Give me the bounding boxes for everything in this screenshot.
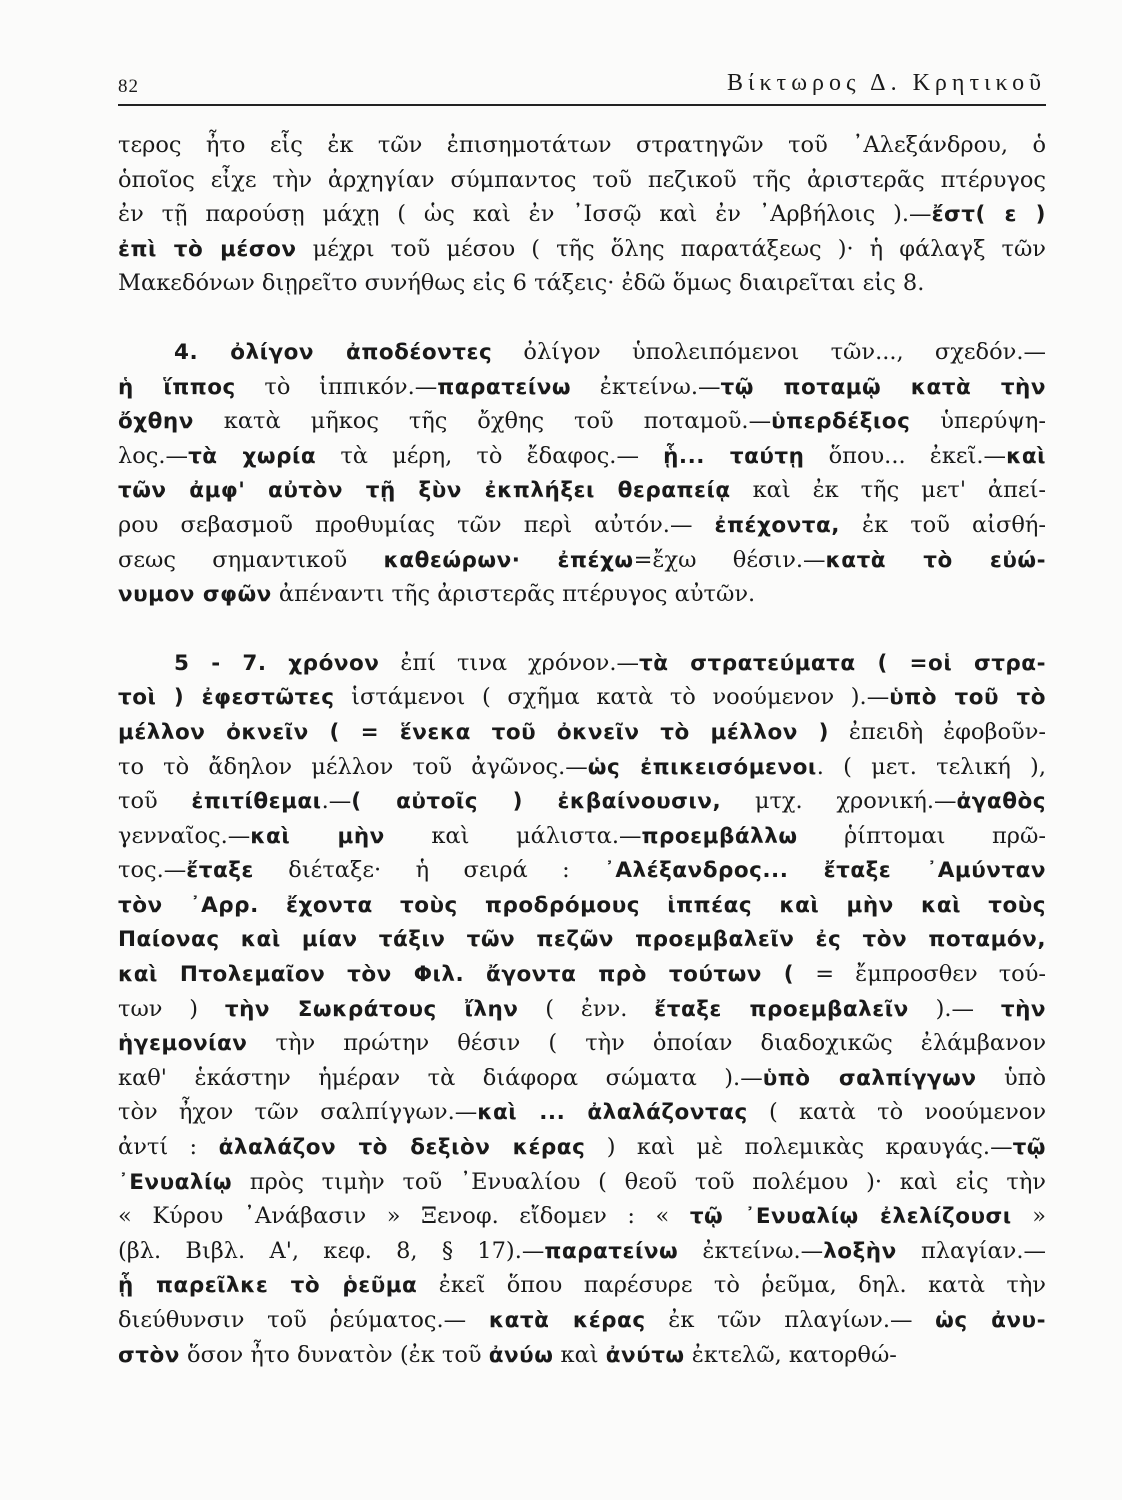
text-run: τὴν πρώτην θέσιν ( τὴν ὁποίαν διαδοχικῶς ἐλάμβανον: [247, 1030, 1046, 1057]
text-run: ἱστάμενοι ( σχῆμα κατὰ τὸ νοούμενον ).—: [334, 684, 890, 711]
text-run: διέταξε· ἡ σειρά :: [253, 857, 605, 884]
text-run: μέχρι τοῦ μέσου ( τῆς ὅλης παρατάξεως )· ἡ φάλαγξ τῶν: [296, 235, 1046, 262]
bold-lemma: ὡς ἀνυ-: [935, 1308, 1046, 1333]
bold-lemma: τῷ ποταμῷ κατὰ τὴν: [720, 374, 1046, 400]
bold-lemma: ἐπὶ τὸ μέσον: [118, 236, 297, 262]
text-line: [118, 128, 1046, 163]
text-line: [118, 853, 1046, 888]
page-header: [118, 70, 1046, 106]
text-line: [118, 1130, 1046, 1165]
text-line: [118, 439, 1046, 474]
bold-lemma: κατὰ τὸ εὐώ-: [825, 547, 1046, 573]
bold-lemma: τὸν ᾿Αρρ. ἔχοντα τοὺς προδρόμους ἱππέας καὶ μὴν καὶ τοὺς: [118, 892, 1046, 918]
bold-lemma: ᾗ παρεῖλκε τὸ ῥεῦμα: [118, 1273, 418, 1299]
bold-lemma: νυμον σφῶν: [118, 582, 272, 608]
text-line: [118, 1268, 1046, 1303]
text-line: [118, 1061, 1046, 1096]
text-run: ) καὶ μὲ πολεμικὰς κραυγάς.—: [585, 1134, 1013, 1161]
bold-lemma: ᾿Αλέξανδρος... ἔταξε ᾿Αμύνταν: [604, 858, 1046, 884]
text-run: = ἔμπροσθεν τού-: [794, 961, 1046, 988]
text-run: ὑπὸ: [976, 1064, 1046, 1091]
bold-lemma: μέλλον ὀκνεῖν ( = ἕνεκα τοῦ ὀκνεῖν τὸ μέλλον ): [118, 719, 829, 745]
text-run: ρου σεβασμοῦ προθυμίας τῶν περὶ αὐτόν.—: [118, 511, 715, 538]
text-run: (βλ. Βιβλ. Α', κεφ. 8, § 17).—: [118, 1237, 545, 1264]
bold-lemma: καὶ: [1006, 443, 1046, 469]
text-line: [118, 819, 1046, 854]
bold-lemma: Παίονας καὶ μίαν τάξιν τῶν πεζῶν προεμβαλεῖν ἐς τὸν ποταμόν,: [118, 927, 1046, 953]
text-line: [118, 680, 1046, 715]
text-run: λος.—: [118, 442, 189, 469]
text-run: καὶ: [553, 1341, 606, 1368]
bold-lemma: 5 - 7. χρόνον: [174, 650, 380, 676]
text-run: ὀλίγον ὑπολειπόμενοι τῶν..., σχεδόν.—: [492, 338, 1046, 365]
text-run: τὸ ἱππικόν.—: [235, 373, 438, 400]
bold-lemma: ἡγεμονίαν: [118, 1031, 248, 1057]
text-line: [118, 163, 1046, 198]
text-run: ἐκτείνω.—: [571, 373, 721, 400]
bold-lemma: ἀλαλάζον τὸ δεξιὸν κέρας: [218, 1135, 586, 1161]
bold-lemma: καὶ μὴν: [250, 823, 385, 849]
text-run: ἐκ τοῦ αἰσθή-: [839, 511, 1046, 538]
bold-lemma: τὰ χωρία: [188, 443, 317, 469]
text-line: [118, 646, 1046, 681]
bold-lemma: τὴν: [1000, 996, 1046, 1022]
text-run: πλαγίαν.—: [896, 1237, 1046, 1264]
text-line: [118, 888, 1046, 923]
text-run: καθ' ἑκάστην ἡμέραν τὰ διάφορα σώματα ).—: [118, 1064, 763, 1091]
text-run: »: [1011, 1203, 1046, 1230]
text-run: ἐκ τῶν πλαγίων.—: [645, 1307, 936, 1333]
commentary-text: [118, 128, 1046, 1372]
text-run: ἐκεῖ ὅπου παρέσυρε τὸ ῥεῦμα, δηλ. κατὰ τὴν: [417, 1272, 1046, 1299]
bold-lemma: ἔταξε: [186, 858, 254, 884]
bold-lemma: ὑπὸ σαλπίγγων: [762, 1065, 977, 1091]
bold-lemma: ὑπὸ τοῦ τὸ: [889, 685, 1046, 711]
bold-lemma: ἀνύω: [488, 1342, 554, 1368]
text-run: γενναῖος.—: [118, 822, 251, 849]
paragraph-gap: [118, 301, 1046, 335]
text-line: [118, 197, 1046, 232]
bold-lemma: τὰ στρατεύματα ( =οἱ στρα-: [639, 650, 1046, 676]
text-run: τὸν ἦχον τῶν σαλπίγγων.—: [118, 1099, 478, 1126]
text-run: ὁποῖος εἶχε τὴν ἀρχηγίαν σύμπαντος τοῦ πεζικοῦ τῆς ἀριστερᾶς πτέρυγος: [118, 166, 1046, 193]
text-line: [118, 404, 1046, 439]
text-run: ἐκτείνω.—: [678, 1237, 824, 1264]
text-run: καὶ ἐκ τῆς μετ' ἀπεί-: [730, 477, 1046, 504]
bold-lemma: ἔστ( ε ): [931, 202, 1046, 228]
text-run: ἀπέναντι τῆς ἀριστερᾶς πτέρυγος αὐτῶν.: [271, 581, 756, 608]
text-line: [118, 1095, 1046, 1130]
bold-lemma: τοὶ ) ἐφεστῶτες: [118, 685, 335, 711]
bold-lemma: ἡ ἵππος: [118, 374, 236, 400]
text-line: [118, 992, 1046, 1027]
text-line: [118, 784, 1046, 819]
text-line: [118, 750, 1046, 785]
text-line: [118, 473, 1046, 508]
text-run: μτχ. χρονική.—: [721, 788, 957, 815]
bold-lemma: ὑπερδέξιος: [771, 409, 911, 435]
text-run: ( κατὰ τὸ νοούμενον: [747, 1099, 1046, 1126]
text-line: [118, 922, 1046, 957]
bold-lemma: στὸν: [118, 1342, 180, 1368]
text-line: [118, 715, 1046, 750]
text-run: ( ἐνν.: [518, 995, 655, 1022]
bold-lemma: τῷ ᾿Ενυαλίῳ ἐλελίζουσι: [689, 1204, 1012, 1230]
text-line: [118, 1234, 1046, 1269]
bold-lemma: τὴν Σωκράτους ἴλην: [224, 996, 519, 1022]
text-run: ῥίπτομαι πρῶ-: [797, 822, 1046, 849]
bold-lemma: καὶ ... ἀλαλάζοντας: [477, 1100, 748, 1126]
bold-lemma: ἔταξε προεμβαλεῖν: [654, 996, 909, 1022]
bold-lemma: λοξὴν: [823, 1238, 897, 1264]
text-run: .—: [321, 788, 352, 815]
text-run: σεως σημαντικοῦ: [118, 546, 384, 573]
bold-lemma: καθεώρων· ἐπέχω: [383, 547, 634, 573]
text-run: =ἔχω θέσιν.—: [633, 546, 826, 573]
text-run: ὅπου... ἐκεῖ.—: [804, 442, 1007, 469]
running-head: Βίκτωρος Δ. Κρητικοῦ: [727, 70, 1046, 96]
text-line: [118, 1338, 1046, 1373]
text-line: [118, 1165, 1046, 1200]
text-line: [118, 232, 1046, 267]
bold-lemma: 4. ὀλίγον ἀποδέοντες: [174, 339, 493, 365]
text-run: καὶ μάλιστα.—: [384, 822, 642, 849]
text-run: ὑπερύψη-: [910, 408, 1046, 435]
bold-lemma: ὡς ἐπικεισόμενοι: [587, 754, 817, 780]
bold-lemma: τῷ: [1012, 1135, 1046, 1161]
bold-lemma: ᾿Ενυαλίῳ: [118, 1169, 233, 1195]
bold-lemma: παρατείνω: [437, 374, 572, 400]
text-line: [118, 543, 1046, 578]
text-run: των ): [118, 995, 225, 1022]
text-run: ὅσον ἦτο δυνατὸν (ἐκ τοῦ: [179, 1341, 489, 1368]
bold-lemma: ᾗ... ταύτῃ: [663, 443, 805, 469]
page-number: 82: [118, 76, 139, 97]
paragraph-gap: [118, 612, 1046, 646]
text-run: διεύθυνσιν τοῦ ῥεύματος.—: [118, 1307, 489, 1333]
text-run: . ( μετ. τελική ),: [816, 753, 1046, 780]
text-line: [118, 370, 1046, 405]
bold-lemma: ( αὐτοῖς ) ἐκβαίνουσιν,: [351, 789, 722, 815]
bold-lemma: ἐπέχοντα,: [714, 512, 840, 538]
text-run: ἐν τῇ παρούσῃ μάχῃ ( ὡς καὶ ἐν ᾿Ισσῷ καὶ ἐν ᾿Αρβήλοις ).—: [118, 201, 932, 228]
text-run: ἐπί τινα χρόνον.—: [379, 649, 639, 676]
text-run: ).—: [908, 995, 1001, 1022]
text-line: [118, 335, 1046, 370]
text-run: « Κύρου ᾿Ανάβασιν » Ξενοφ. εἴδομεν : «: [118, 1203, 690, 1230]
text-run: πρὸς τιμὴν τοῦ ᾿Ενυαλίου ( θεοῦ τοῦ πολέμου )· καὶ εἰς τὴν: [232, 1168, 1046, 1195]
bold-lemma: παρατείνω: [544, 1238, 679, 1264]
text-run: τος.—: [118, 857, 187, 884]
text-line: [118, 577, 1046, 612]
bold-lemma: ὄχθην: [118, 409, 194, 435]
text-run: ἐπειδὴ ἐφοβοῦν-: [828, 718, 1046, 745]
bold-lemma: ἀγαθὸς: [956, 789, 1046, 815]
text-line: [118, 1026, 1046, 1061]
bold-lemma: ἐπιτίθεμαι: [191, 789, 322, 815]
text-run: τοῦ: [118, 788, 192, 815]
bold-lemma: καὶ Πτολεμαῖον τὸν Φιλ. ἄγοντα πρὸ τούτων (: [118, 962, 795, 988]
text-run: τερος ἦτο εἷς ἐκ τῶν ἐπισημοτάτων στρατηγῶν τοῦ ᾿Αλεξάνδρου, ὁ: [118, 132, 1046, 158]
text-run: το τὸ ἄδηλον μέλλον τοῦ ἀγῶνος.—: [118, 753, 588, 780]
bold-lemma: τῶν ἀμφ' αὐτὸν τῇ ξὺν ἐκπλήξει θεραπείᾳ: [118, 478, 731, 504]
text-line: [118, 957, 1046, 992]
text-run: ἀντί :: [118, 1134, 219, 1161]
bold-lemma: προεμβάλλω: [641, 823, 798, 849]
bold-lemma: ἀνύτω: [605, 1342, 685, 1368]
bold-lemma: κατὰ κέρας: [488, 1308, 646, 1333]
text-line: [118, 1303, 1046, 1338]
text-line: [118, 508, 1046, 543]
text-run: κατὰ μῆκος τῆς ὄχθης τοῦ ποταμοῦ.—: [193, 408, 772, 435]
text-run: Μακεδόνων διῃρεῖτο συνήθως εἰς 6 τάξεις· ἐδῶ ὅμως διαιρεῖται εἰς 8.: [118, 270, 925, 297]
text-line: [118, 266, 1046, 301]
text-line: [118, 1199, 1046, 1234]
text-run: ἐκτελῶ, κατορθώ-: [684, 1341, 897, 1368]
text-run: τὰ μέρη, τὸ ἔδαφος.—: [316, 442, 664, 469]
